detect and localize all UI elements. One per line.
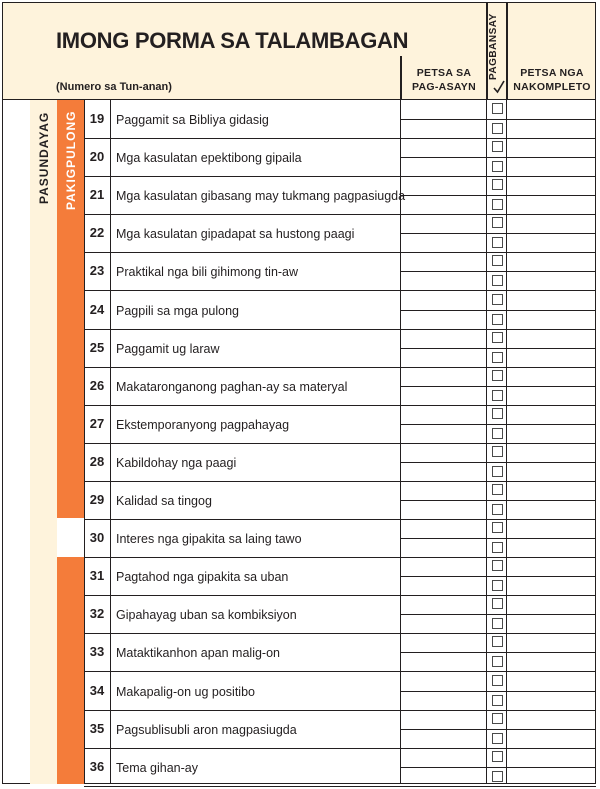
review-checkbox[interactable] bbox=[492, 446, 503, 457]
date-subrow-divider bbox=[400, 119, 596, 120]
lesson-number: 30 bbox=[89, 530, 105, 546]
date-subrow-divider bbox=[400, 500, 596, 501]
lesson-row bbox=[84, 405, 596, 444]
review-checkbox[interactable] bbox=[492, 466, 503, 477]
lesson-number: 21 bbox=[89, 187, 105, 203]
header-divider bbox=[486, 2, 488, 100]
review-checkbox[interactable] bbox=[492, 352, 503, 363]
review-checkbox[interactable] bbox=[492, 428, 503, 439]
lesson-row bbox=[84, 329, 596, 368]
review-checkbox[interactable] bbox=[492, 332, 503, 343]
date-subrow-divider bbox=[400, 310, 596, 311]
lesson-title: Mga kasulatan epektibong gipaila bbox=[116, 151, 302, 166]
lesson-title: Praktikal nga bili gihimong tin-aw bbox=[116, 265, 299, 280]
lesson-title: Makataronganong paghan-ay sa materyal bbox=[116, 379, 348, 394]
lesson-number: 28 bbox=[89, 453, 105, 469]
lesson-number: 27 bbox=[89, 415, 105, 431]
lesson-title: Kalidad sa tingog bbox=[116, 494, 212, 508]
lesson-row bbox=[84, 291, 596, 330]
review-checkbox[interactable] bbox=[492, 199, 503, 210]
lesson-number: 23 bbox=[89, 263, 105, 279]
lesson-row bbox=[84, 748, 596, 787]
lesson-title: Kabildohay nga paagi bbox=[116, 455, 237, 470]
lesson-title: Pagtahod nga gipakita sa uban bbox=[116, 570, 289, 585]
lesson-title: Mataktikanhon apan malig-on bbox=[116, 646, 280, 661]
date-subrow-divider bbox=[400, 271, 596, 272]
lesson-row bbox=[84, 481, 596, 520]
lesson-number: 19 bbox=[89, 111, 105, 126]
review-checkbox[interactable] bbox=[492, 636, 503, 647]
lesson-number: 25 bbox=[89, 339, 105, 355]
review-checkbox[interactable] bbox=[492, 217, 503, 228]
review-checkbox[interactable] bbox=[492, 255, 503, 266]
column-header-date-completed-line2: NAKOMPLETO bbox=[513, 81, 591, 93]
date-subrow-divider bbox=[400, 424, 596, 425]
lesson-number: 29 bbox=[89, 492, 105, 507]
lesson-number: 36 bbox=[89, 758, 105, 774]
checkmark-icon bbox=[493, 80, 505, 94]
lesson-number: 26 bbox=[89, 377, 105, 393]
lesson-row bbox=[84, 595, 596, 634]
date-subrow-divider bbox=[400, 348, 596, 349]
review-checkbox[interactable] bbox=[492, 656, 503, 667]
review-checkbox[interactable] bbox=[492, 580, 503, 591]
review-checkbox[interactable] bbox=[492, 275, 503, 286]
review-checkbox[interactable] bbox=[492, 408, 503, 419]
review-checkbox[interactable] bbox=[492, 161, 503, 172]
date-subrow-divider bbox=[400, 729, 596, 730]
review-checkbox[interactable] bbox=[492, 675, 503, 686]
column-header-date-completed bbox=[506, 66, 598, 94]
lesson-title: Gipahayag uban sa kombiksiyon bbox=[116, 608, 297, 623]
header-divider bbox=[506, 2, 508, 100]
review-checkbox[interactable] bbox=[492, 695, 503, 706]
lesson-title: Interes nga gipakita sa laing tawo bbox=[116, 532, 302, 547]
lesson-number: 22 bbox=[89, 225, 105, 241]
lesson-row bbox=[84, 214, 596, 253]
review-checkbox[interactable] bbox=[492, 598, 503, 609]
lesson-title: Tema gihan-ay bbox=[116, 760, 198, 775]
date-subrow-divider bbox=[400, 195, 596, 196]
review-checkbox[interactable] bbox=[492, 123, 503, 134]
review-checkbox[interactable] bbox=[492, 542, 503, 553]
lesson-row bbox=[84, 519, 596, 558]
column-header-date-assigned-line2: PAG-ASAYN bbox=[412, 81, 476, 93]
review-checkbox[interactable] bbox=[492, 179, 503, 190]
column-header-date-completed-line1: PETSA NGA bbox=[520, 67, 584, 79]
column-header-date-assigned-line1: PETSA SA bbox=[416, 67, 472, 79]
lesson-row bbox=[84, 252, 596, 291]
form-title: IMONG PORMA SA TALAMBAGAN bbox=[56, 28, 409, 53]
lesson-title: Pagpili sa mga pulong bbox=[116, 303, 239, 318]
lesson-row bbox=[84, 443, 596, 482]
review-checkbox[interactable] bbox=[492, 390, 503, 401]
lesson-row bbox=[84, 138, 596, 177]
review-checkbox[interactable] bbox=[492, 771, 503, 782]
lesson-row bbox=[84, 100, 596, 139]
lesson-title: Paggamit ug laraw bbox=[116, 341, 220, 356]
lesson-row bbox=[84, 367, 596, 406]
lesson-title: Ekstemporanyong pagpahayag bbox=[116, 417, 290, 432]
review-checkbox[interactable] bbox=[492, 103, 503, 114]
review-checkbox[interactable] bbox=[492, 618, 503, 629]
review-checkbox[interactable] bbox=[492, 751, 503, 762]
band-gap bbox=[57, 519, 84, 557]
date-subrow-divider bbox=[400, 462, 596, 463]
delivery-label: PASUNDAYAG bbox=[37, 111, 51, 204]
column-header-date-assigned bbox=[402, 66, 486, 94]
lesson-number: 31 bbox=[89, 568, 105, 584]
review-checkbox[interactable] bbox=[492, 504, 503, 515]
review-checkbox[interactable] bbox=[492, 294, 503, 305]
lesson-number: 20 bbox=[89, 149, 105, 165]
date-subrow-divider bbox=[400, 233, 596, 234]
meeting-label: PAKIGPULONG bbox=[64, 110, 78, 210]
lesson-number: 35 bbox=[89, 720, 105, 736]
lesson-title: Mga kasulatan gibasang may tukmang pagpasiugda bbox=[116, 189, 406, 204]
date-subrow-divider bbox=[400, 386, 596, 387]
date-subrow-divider bbox=[400, 538, 596, 539]
date-subrow-divider bbox=[400, 767, 596, 768]
lesson-row bbox=[84, 710, 596, 749]
lesson-title: Pagsublisubli aron magpasiugda bbox=[116, 722, 297, 737]
lesson-row bbox=[84, 633, 596, 672]
review-checkbox[interactable] bbox=[492, 370, 503, 381]
header-divider bbox=[400, 56, 402, 100]
review-checkbox[interactable] bbox=[492, 733, 503, 744]
lesson-number: 34 bbox=[89, 682, 105, 698]
date-subrow-divider bbox=[400, 691, 596, 692]
lesson-title: Makapalig-on ug positibo bbox=[116, 684, 255, 699]
lesson-row bbox=[84, 176, 596, 215]
review-checkbox[interactable] bbox=[492, 522, 503, 533]
review-checkbox[interactable] bbox=[492, 484, 503, 495]
review-checkbox[interactable] bbox=[492, 141, 503, 152]
lesson-title: Paggamit sa Bibliya gidasig bbox=[116, 113, 269, 127]
meeting-band-bottom bbox=[57, 556, 84, 784]
lesson-number: 24 bbox=[89, 301, 105, 317]
lesson-row bbox=[84, 557, 596, 596]
form-subtitle: (Numero sa Tun-anan) bbox=[56, 81, 172, 93]
date-subrow-divider bbox=[400, 614, 596, 615]
lesson-number: 32 bbox=[89, 606, 105, 622]
review-checkbox[interactable] bbox=[492, 713, 503, 724]
lesson-row bbox=[84, 672, 596, 711]
date-subrow-divider bbox=[400, 576, 596, 577]
lesson-title: Mga kasulatan gipadapat sa hustong paagi bbox=[116, 227, 355, 242]
column-header-review-label: PAGBANSAY bbox=[488, 13, 499, 80]
review-checkbox[interactable] bbox=[492, 560, 503, 571]
review-checkbox[interactable] bbox=[492, 237, 503, 248]
date-subrow-divider bbox=[400, 157, 596, 158]
review-checkbox[interactable] bbox=[492, 314, 503, 325]
date-subrow-divider bbox=[400, 652, 596, 653]
lesson-number: 33 bbox=[89, 644, 105, 660]
